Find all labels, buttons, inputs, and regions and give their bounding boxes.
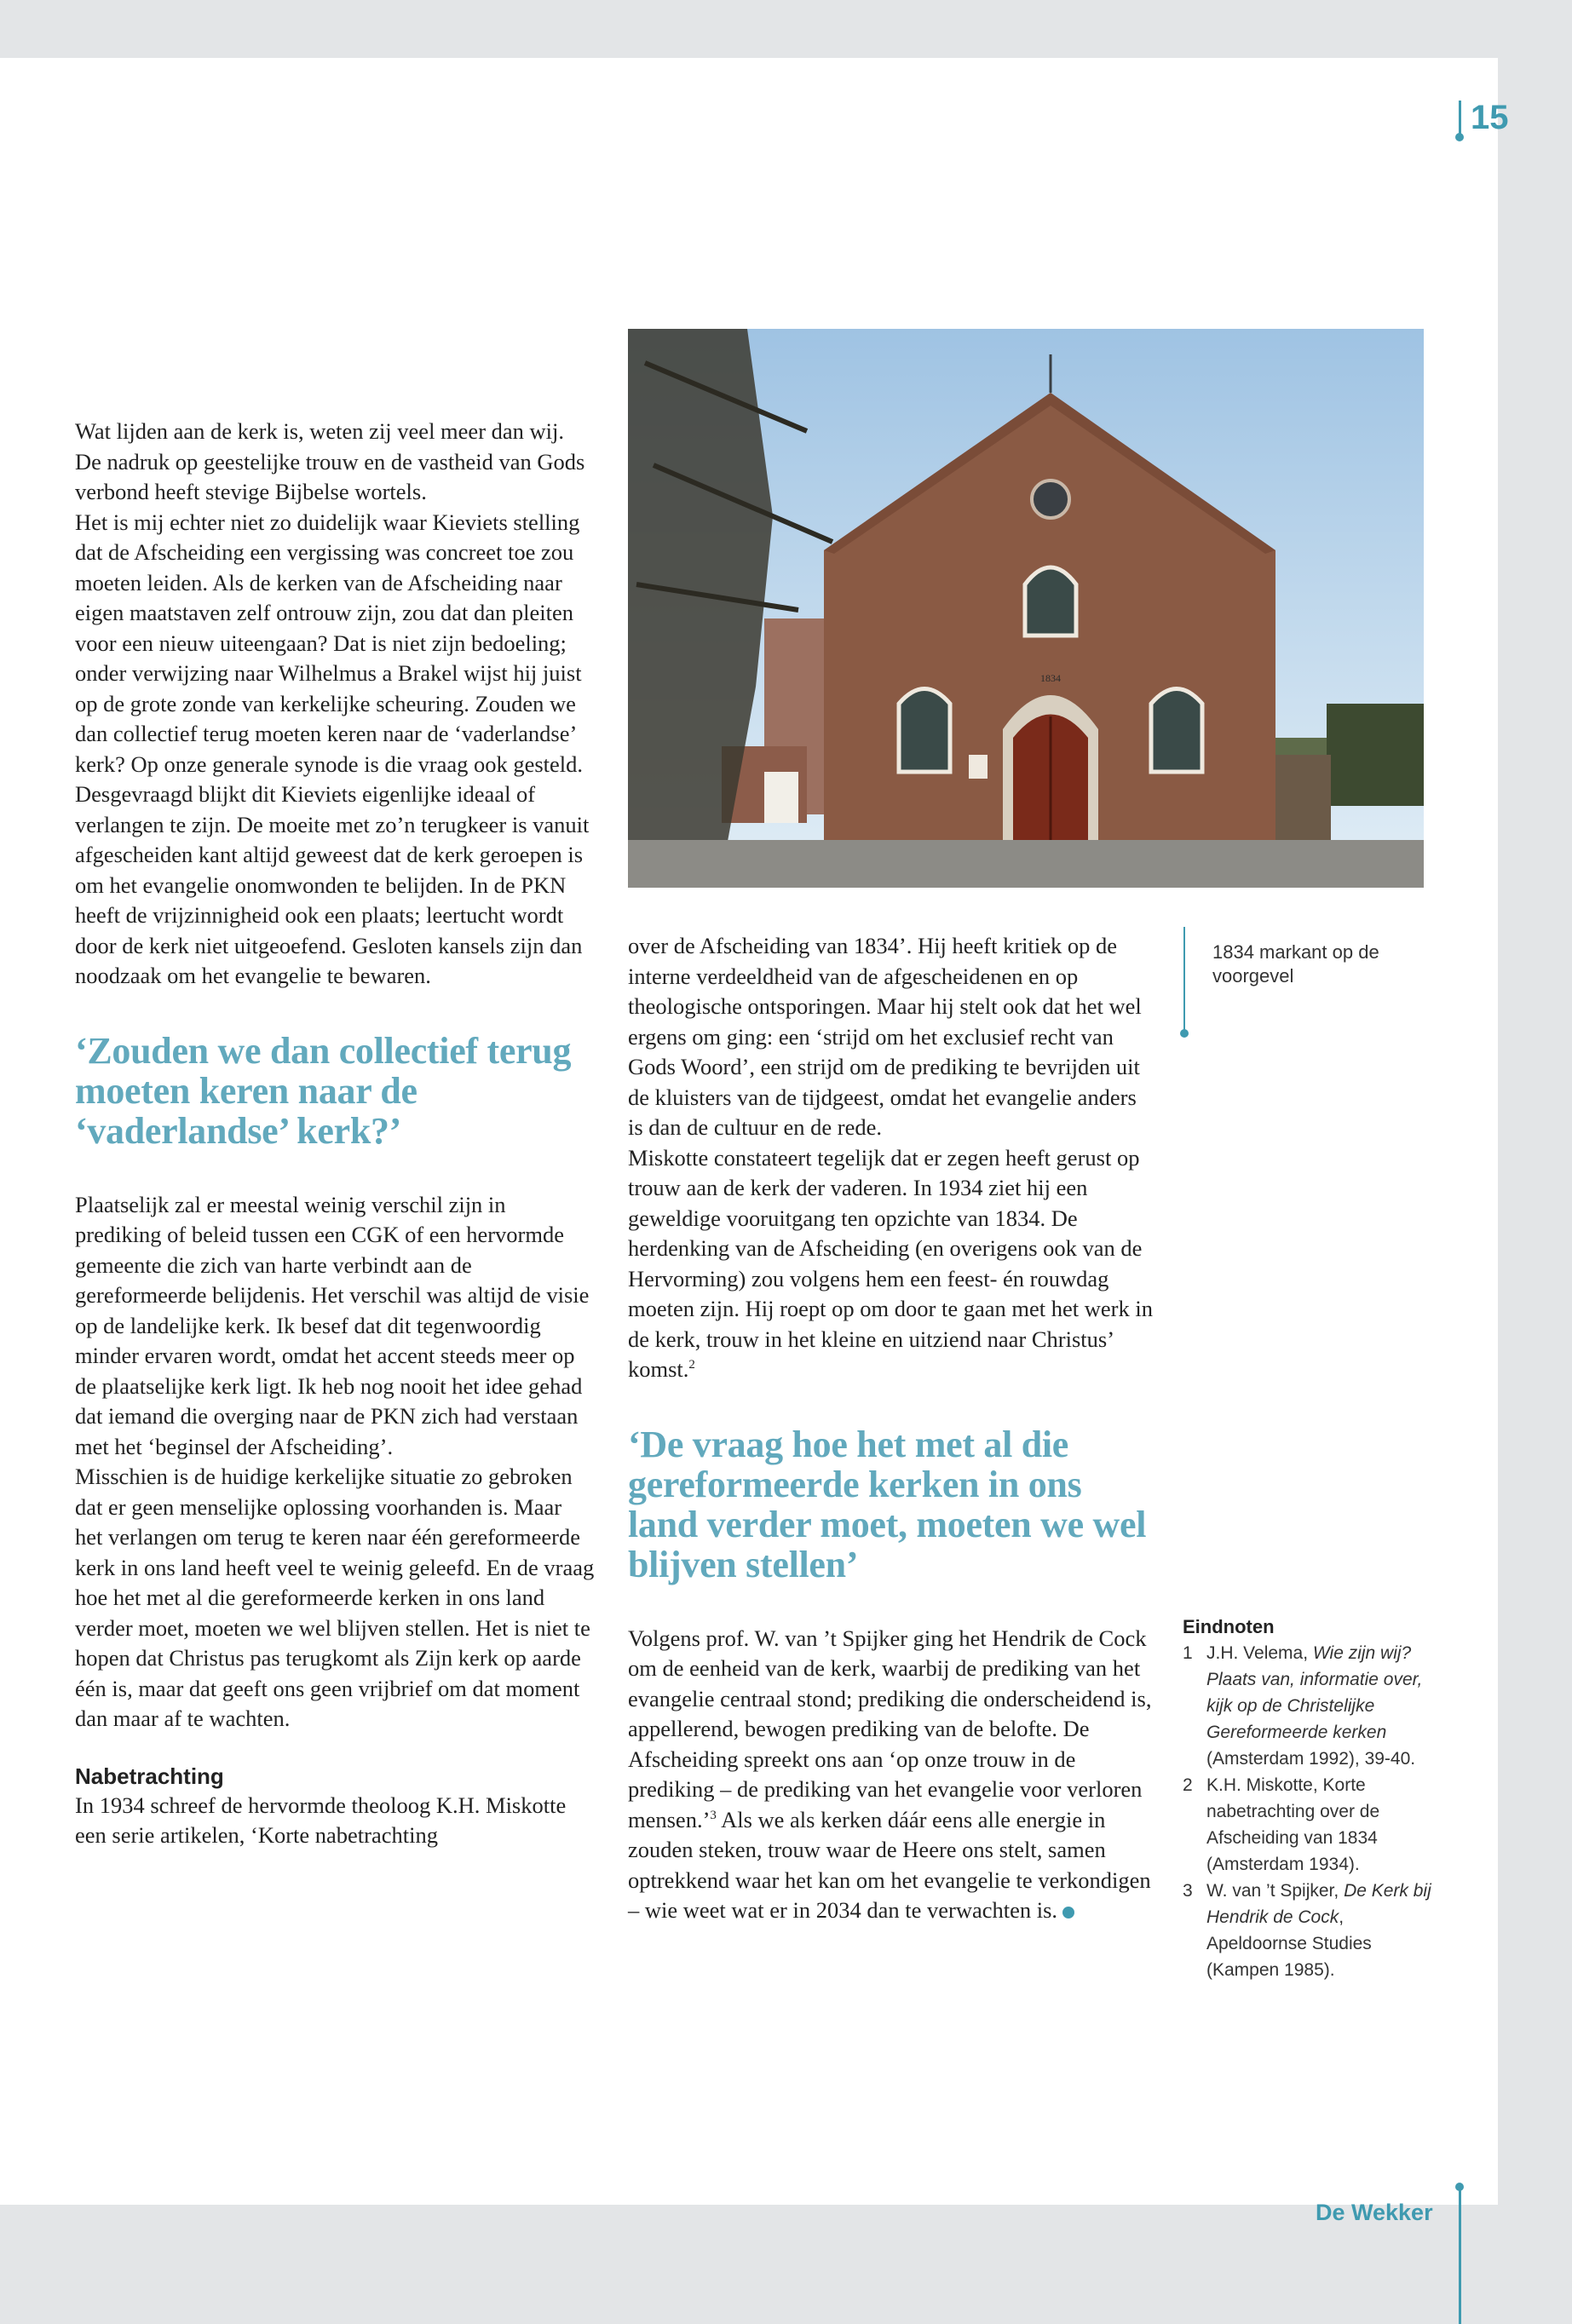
text-column-middle [628,931,1156,1926]
endnote-title: De Kerk bij Hendrik de Cock [1206,1881,1431,1927]
paragraph-text: Als we als kerken dáár eens alle energie in zouden steken, trouw waar de Heere ons stelt, samen optrekkend waar het kan om het evangelie te verkondigen – wie weet wat er in 2034 dan te verwachten is. [628,1806,1151,1923]
page-number-rule [1459,101,1461,135]
paragraph: Plaatselijk zal er meestal weinig verschil zijn in prediking of beleid tussen een CGK of een hervormde gemeente die zich van harte verbindt aan de gereformeerde belijdenis. Het verschil was altijd de visie op de landelijke kerk. Ik besef dat dit tegenwoordig minder ervaren wordt, omdat het accent steeds meer op de plaatselijke kerk ligt. Ik heb nog nooit het idee gehad dat iemand die overging naar de PKN zich had verstaan met het ‘beginsel der Afscheiding’. [75,1191,590,1459]
endnote-title: Wie zijn wij? Plaats van, informatie over, kijk op de Christelijke Gereformeerde kerken [1206,1643,1423,1742]
paragraph: over de Afscheiding van 1834’. Hij heeft kritiek op de interne verdeeldheid van de afgescheidenen en op theologische ontsporingen. Maar hij stelt ook dat het wel ergens om ging: een ‘strijd om het exclusief recht van Gods Woord’, een strijd om de prediking te bevrijden uit de kluisters van de tijdgeest, omdat het evangelie anders is dan de cultuur en de rede. [628,933,1142,1140]
text-column-left [75,417,595,1851]
endnote-text: (Amsterdam 1992), 39-40. [1206,1749,1416,1769]
caption-rule [1183,927,1185,1033]
pull-quote: ‘De vraag hoe het met al die gereformeerde kerken in ons land verder moet, moeten we wel blijven stellen’ [628,1423,1147,1585]
endnotes [1183,1614,1438,1983]
endnote-item [1183,1878,1438,1983]
photo-caption: 1834 markant op de voorgevel [1212,941,1379,987]
endnote-text: , Apeldoornse Studies (Kampen 1985). [1206,1907,1372,1980]
footnote-ref: 3 [710,1808,717,1822]
paragraph [628,1143,1156,1385]
paragraph-text: Volgens prof. W. van ’t Spijker ging het Hendrik de Cock om de eenheid van de kerk, waarbij de prediking van het evangelie centraal stond; prediking die onderscheidend is, appellerend, bewogen prediking van de belofte. De Afscheiding spreekt ons aan ‘op onze trouw in de prediking – de prediking van het evangelie voor verloren mensen.’ [628,1625,1152,1832]
paragraph: Het is mij echter niet zo duidelijk waar Kieviets stelling dat de Afscheiding een vergissing was concreet toe zou moeten leiden. Als de kerken van de Afscheiding naar eigen maatstaven zelf ontrouw zijn, zou dat dan pleiten voor een nieuw uiteengaan? Dat is niet zijn bedoeling; onder verwijzing naar Wilhelmus a Brakel wijst hij juist op de grote zonde van kerkelijke scheuring. Zouden we dan collectief terug moeten keren naar de ‘vaderlandse’ kerk? Op onze generale synode is die vraag ook gesteld. Desgevraagd blijkt dit Kieviets eigenlijke ideaal of verlangen te zijn. De moeite met zo’n terugkeer is vanuit afgescheiden kant altijd geweest dat de kerk geroepen is om het evangelie onomwonden te belijden. In de PKN heeft de vrijzinnigheid ook een plaats; leertucht wordt door de kerk niet uitgeoefend. Gesloten kansels zijn dan noodzaak om het evangelie te bewaren. [75,509,590,988]
page-number-dot [1455,133,1464,141]
paragraph [628,1624,1156,1926]
magazine-page [0,58,1509,2225]
paragraph: Misschien is de huidige kerkelijke situatie zo gebroken dat er geen menselijke oplossing voorhanden is. Maar het verlangen om terug te keren naar één gereformeerde kerk in ons land heeft veel te weinig geleefd. En de vraag hoe het met al die gereformeerde kerken in ons land verder moet, moeten we wel blijven stellen. Het is niet te hopen dat Christus pas terugkomt als Zijn kerk op aarde één is, maar dat geeft ons geen vrijbrief om dat moment dan maar af te wachten. [75,1464,595,1731]
end-mark-dot [1062,1907,1074,1918]
magazine-name: De Wekker [1316,2200,1433,2225]
endnote-text: W. van ’t Spijker, [1206,1881,1345,1901]
paragraph-text: Miskotte constateert tegelijk dat er zegen heeft gerust op trouw aan de kerk der vaderen. In 1934 ziet hij een geweldige vooruitgang ten opzichte van 1834. De herdenking van de Afscheiding (en overigens ook van de Hervorming) zou volgens hem een feest- én rouwdag moeten zijn. Hij roept op om door te gaan met het werk in de kerk, trouw in het kleine en uitziend naar Christus’ komst. [628,1144,1153,1382]
caption-dot [1180,1029,1189,1038]
endnote-number: 2 [1183,1775,1193,1795]
paragraph: Wat lijden aan de kerk is, weten zij veel meer dan wij. De nadruk op geestelijke trouw en de vastheid van Gods verbond heeft stevige Bijbelse wortels. [75,418,585,504]
page-number: 15 [1471,99,1509,136]
pull-quote: ‘Zouden we dan collectief terug moeten keren naar de ‘vaderlandse’ kerk?’ [75,1029,572,1152]
section-heading: Nabetrachting [75,1763,224,1789]
endnote-item [1183,1640,1438,1772]
paragraph: In 1934 schreef de hervormde theoloog K.H. Miskotte een serie artikelen, ‘Korte nabetrachting [75,1792,567,1848]
footnote-ref: 2 [688,1358,695,1372]
endnote-text: J.H. Velema, [1206,1643,1313,1663]
endnote-number: 3 [1183,1881,1193,1901]
endnote-text: K.H. Miskotte, Korte nabetrachting over de Afscheiding van 1834 (Amsterdam 1934). [1206,1775,1380,1874]
endnote-item [1183,1772,1438,1878]
endnotes-title: Eindnoten [1183,1616,1275,1637]
footer-rule [1459,2188,1461,2324]
church-photo [628,329,1424,888]
facade-year: 1834 [1040,672,1061,684]
endnote-number: 1 [1183,1643,1193,1663]
